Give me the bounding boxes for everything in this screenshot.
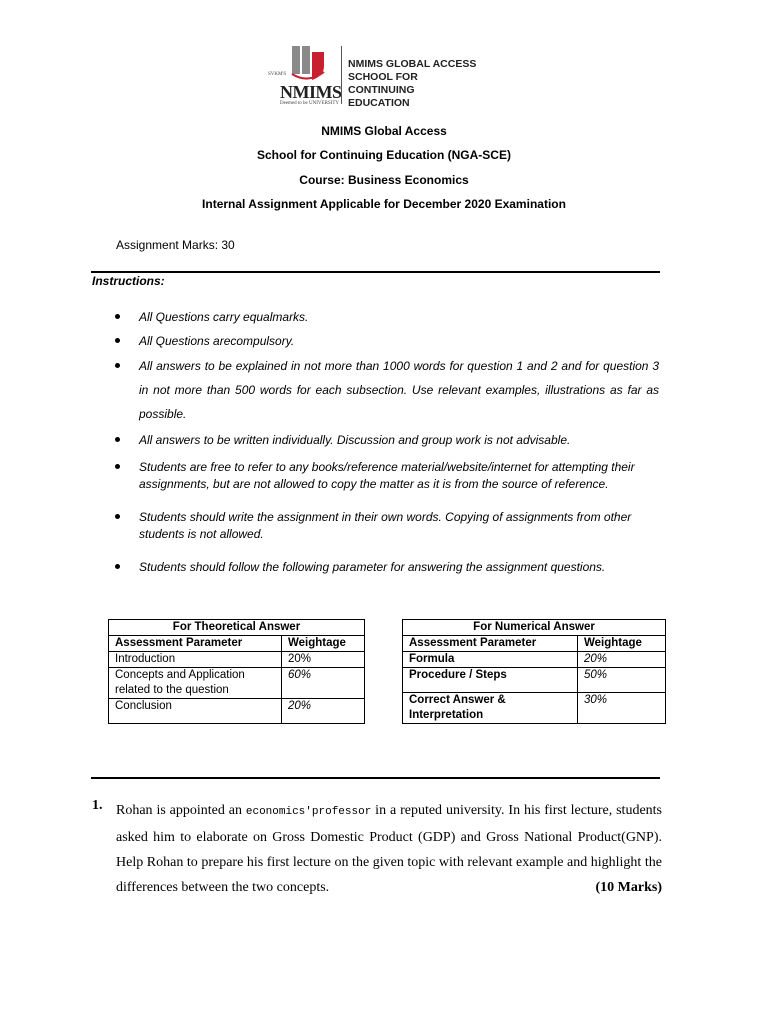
- bullet-icon: [115, 363, 120, 368]
- nmims-logo: [268, 44, 478, 108]
- column-header: Assessment Parameter: [403, 636, 578, 652]
- column-header: Weightage: [282, 636, 365, 652]
- header-school: School for Continuing Education (NGA-SCE): [257, 148, 511, 162]
- divider-top: [91, 271, 660, 273]
- bullet-icon: [115, 514, 120, 519]
- question-text: Rohan is appointed an economics'professor in a reputed university. In his first lecture, students asked him to elaborate on Gross Domestic Product (GDP) and Gross National Product(GNP). Help Rohan to prepare his first lecture on the given topic with relevant example and highlight the differences between the two concepts. (10 Marks): [116, 798, 662, 900]
- table-row: Formula 20%: [403, 652, 666, 668]
- nmims-shield-icon: [290, 44, 326, 84]
- instructions-title: Instructions:: [92, 274, 165, 288]
- bullet-icon: [115, 564, 120, 569]
- header-course: Course: Business Economics: [299, 173, 469, 187]
- numerical-answer-table: [402, 619, 666, 724]
- column-header: Assessment Parameter: [109, 636, 282, 652]
- bullet-icon: [115, 314, 120, 319]
- question-number: 1.: [92, 798, 103, 813]
- table-row: Correct Answer & Interpretation 30%: [403, 693, 666, 724]
- logo-divider: [341, 46, 342, 104]
- table-caption: For Theoretical Answer: [109, 620, 365, 636]
- logo-brand: NMIMS: [280, 82, 342, 102]
- column-header: Weightage: [578, 636, 666, 652]
- logo-university-line: Deemed to be UNIVERSITY: [280, 101, 340, 106]
- table-caption: For Numerical Answer: [403, 620, 666, 636]
- header-exam: Internal Assignment Applicable for December 2020 Examination: [202, 197, 566, 211]
- question-marks: (10 Marks): [595, 880, 662, 895]
- assignment-marks: Assignment Marks: 30: [116, 238, 235, 252]
- divider-bottom: [91, 777, 660, 779]
- table-row: Introduction 20%: [109, 652, 365, 668]
- table-row: Concepts and Application related to the question 60%: [109, 668, 365, 699]
- table-row: Conclusion 20%: [109, 699, 365, 724]
- bullet-icon: [115, 437, 120, 442]
- theoretical-answer-table: [108, 619, 365, 724]
- logo-school-name: NMIMS GLOBAL ACCESS SCHOOL FOR CONTINUING EDUCATION: [348, 58, 477, 109]
- bullet-icon: [115, 338, 120, 343]
- header-institution: NMIMS Global Access: [321, 124, 447, 138]
- table-row: Procedure / Steps 50%: [403, 668, 666, 693]
- bullet-icon: [115, 464, 120, 469]
- logo-svkm: SVKM'S: [268, 72, 287, 77]
